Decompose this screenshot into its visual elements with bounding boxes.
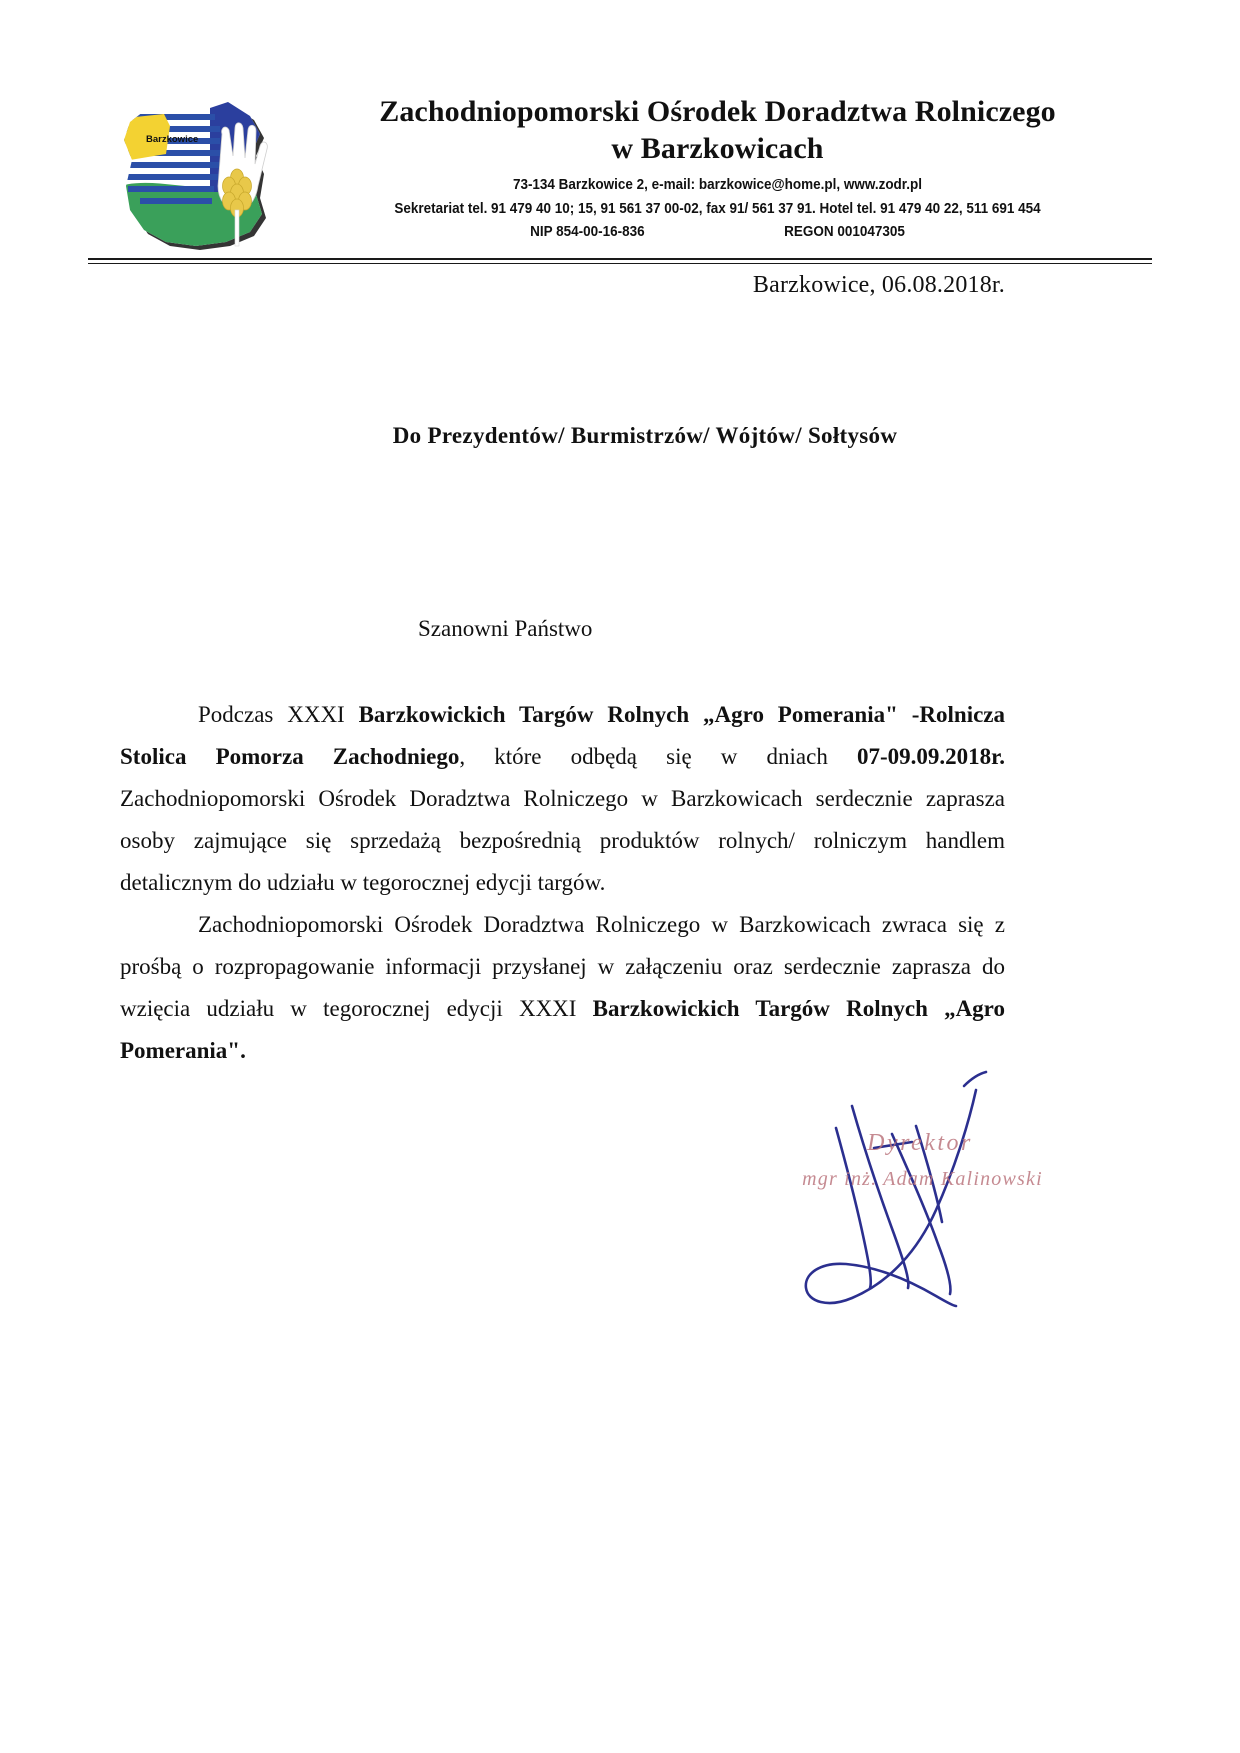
org-title-line1: Zachodniopomorski Ośrodek Doradztwa Rolniczego (379, 95, 1056, 128)
p2-event-name: Barzkowickich Targów Rolnych „Agro Pomerania". (120, 996, 1005, 1063)
body-paragraph-1 (120, 694, 1005, 904)
contact-block (329, 174, 1106, 244)
p1-seg5: Zachodniopomorski Ośrodek Doradztwa Rolniczego w Barzkowicach serdecznie zaprasza osoby zajmujące się sprzedażą bezpośrednią produktów rolnych/ rolniczym handlem detalicznym do udziału w tegorocznej edycji targów. (120, 786, 1005, 895)
letter-body (120, 694, 1005, 1072)
nip-value: NIP 854-00-16-836 (530, 224, 645, 241)
date-line: Barzkowice, 06.08.2018r. (752, 272, 1005, 298)
signature-role: Dyrektor (867, 1130, 973, 1156)
p1-seg1: Podczas XXXI (198, 702, 359, 727)
signature-name: mgr inż. Adam Kalinowski (802, 1168, 1043, 1190)
phone-line: Sekretariat tel. 91 479 40 10; 15, 91 561 37 00-02, fax 91/ 561 37 91. Hotel tel. 91 479 40 22, 511 691 454 (394, 200, 1041, 217)
greeting-line: Szanowni Państwo (418, 616, 593, 641)
p1-seg3: , które odbędą się w dniach (459, 744, 857, 769)
p1-event-dates: 07-09.09.2018r. (856, 744, 1005, 769)
p2-seg1: Zachodniopomorski Ośrodek Doradztwa Rolniczego w Barzkowicach zwraca się z prośbą o rozpropagowanie informacji przysłanej w załączeniu oraz serdecznie zaprasza do wzięcia udziału w tegorocznej edycji XXXI (120, 912, 1005, 1021)
regon-value: REGON 001047305 (784, 224, 905, 241)
letterhead (0, 82, 1240, 255)
identifiers-row (329, 221, 1106, 244)
address-line: 73-134 Barzkowice 2, e-mail: barzkowice@home.pl, www.zodr.pl (512, 177, 923, 194)
addressee-line: Do Prezydentów/ Burmistrzów/ Wójtów/ Sołtysów (392, 423, 898, 448)
header-divider (88, 258, 1152, 264)
p1-event-name: Barzkowickich Targów Rolnych „Agro Pomerania" -Rolnicza Stolica Pomorza Zachodniego (120, 702, 1006, 769)
organization-heading (300, 82, 1240, 245)
org-title-line2: w Barzkowicach (611, 131, 824, 165)
signature-block (740, 1040, 1100, 1340)
organization-logo (100, 82, 300, 255)
poland-map-logo-icon (100, 90, 285, 255)
logo-caption: Barzkowice (146, 134, 199, 145)
